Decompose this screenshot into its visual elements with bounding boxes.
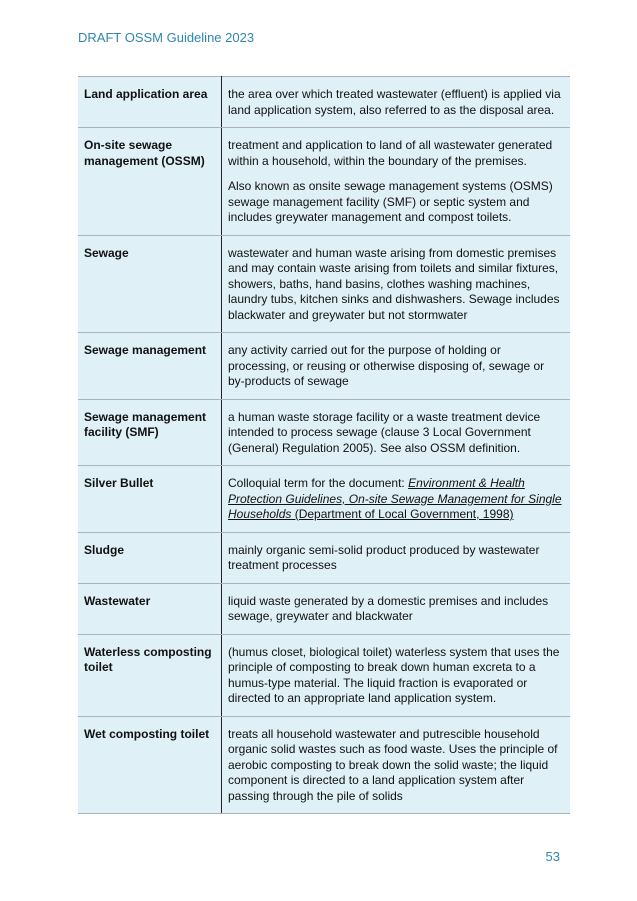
definition-paragraph: the area over which treated wastewater (effluent) is applied via land application system, also referred to as the disposal area. (228, 87, 561, 117)
glossary-definition (222, 235, 571, 333)
definition-paragraph: Also known as onsite sewage management systems (OSMS) sewage management facility (SMF) or septic system and includes greywater management and compost toilets. (228, 179, 553, 224)
glossary-row (78, 532, 570, 583)
definition-paragraph: any activity carried out for the purpose of holding or processing, or reusing or otherwise disposing of, sewage or by-products of sewage (228, 343, 545, 388)
glossary-definition (222, 466, 571, 533)
glossary-row (78, 716, 570, 814)
glossary-row (78, 77, 570, 128)
glossary-table (78, 76, 570, 814)
glossary-row (78, 235, 570, 333)
running-header: DRAFT OSSM Guideline 2023 (78, 30, 255, 45)
glossary-row (78, 333, 570, 400)
page-number: 53 (545, 849, 560, 864)
definition-paragraph (228, 476, 564, 523)
definition-paragraph: liquid waste generated by a domestic premises and includes sewage, greywater and blackwater (228, 593, 549, 623)
glossary-row (78, 399, 570, 466)
definition-paragraph: treats all household wastewater and putrescible household organic solid wastes such as food waste. Uses the principle of aerobic composting to break down the solid waste; the liquid component is directed to a land application system after passing through the pile of solids (228, 726, 558, 803)
glossary-definition (222, 716, 571, 814)
glossary-definition (222, 399, 571, 466)
glossary-term: On-site sewage management (OSSM) (78, 128, 222, 236)
glossary-row (78, 634, 570, 716)
definition-paragraph: a human waste storage facility or a waste treatment device intended to process sewage (clause 3 Local Government (General) Regulation 2005). See also OSSM definition. (228, 409, 541, 455)
glossary-row (78, 466, 570, 533)
glossary-term: Waterless composting toilet (78, 634, 222, 716)
definition-paragraph: (humus closet, biological toilet) waterless system that uses the principle of composting to break down human excreta to a humus-type material. The liquid fraction is evaporated or directed to an appropriate land application system. (228, 644, 560, 705)
glossary-term: Wet composting toilet (78, 716, 222, 814)
glossary-term: Sludge (78, 532, 222, 583)
definition-paragraph: wastewater and human waste arising from domestic premises and may contain waste arising from toilets and similar fixtures, showers, baths, hand basins, clothes washing machines, laundry tubs, kitchen sinks and dishwashers. Sewage includes blackwater and greywater but not stormwater (228, 245, 560, 322)
glossary-row (78, 128, 570, 236)
glossary-term: Sewage management facility (SMF) (78, 399, 222, 466)
glossary-term: Wastewater (78, 583, 222, 634)
glossary-definition (222, 634, 571, 716)
silver-bullet-document-link[interactable]: Environment & Health Protection Guidelines, On-site Sewage Management for Single Households (228, 476, 562, 521)
glossary-definition (222, 532, 571, 583)
glossary-definition (222, 333, 571, 400)
silver-bullet-source: (Department of Local Government, 1998) (291, 507, 514, 521)
definition-paragraph: treatment and application to land of all wastewater generated within a household, within the boundary of the premises. (228, 138, 553, 168)
glossary-term: Land application area (78, 77, 222, 128)
glossary-definition (222, 77, 571, 128)
glossary-row (78, 583, 570, 634)
silver-bullet-intro: Colloquial term for the document: (228, 476, 409, 490)
glossary-term: Sewage (78, 235, 222, 333)
definition-paragraph: mainly organic semi-solid product produced by wastewater treatment processes (228, 542, 540, 572)
glossary-term: Sewage management (78, 333, 222, 400)
glossary-term: Silver Bullet (78, 466, 222, 533)
glossary-definition (222, 128, 571, 236)
glossary-definition (222, 583, 571, 634)
